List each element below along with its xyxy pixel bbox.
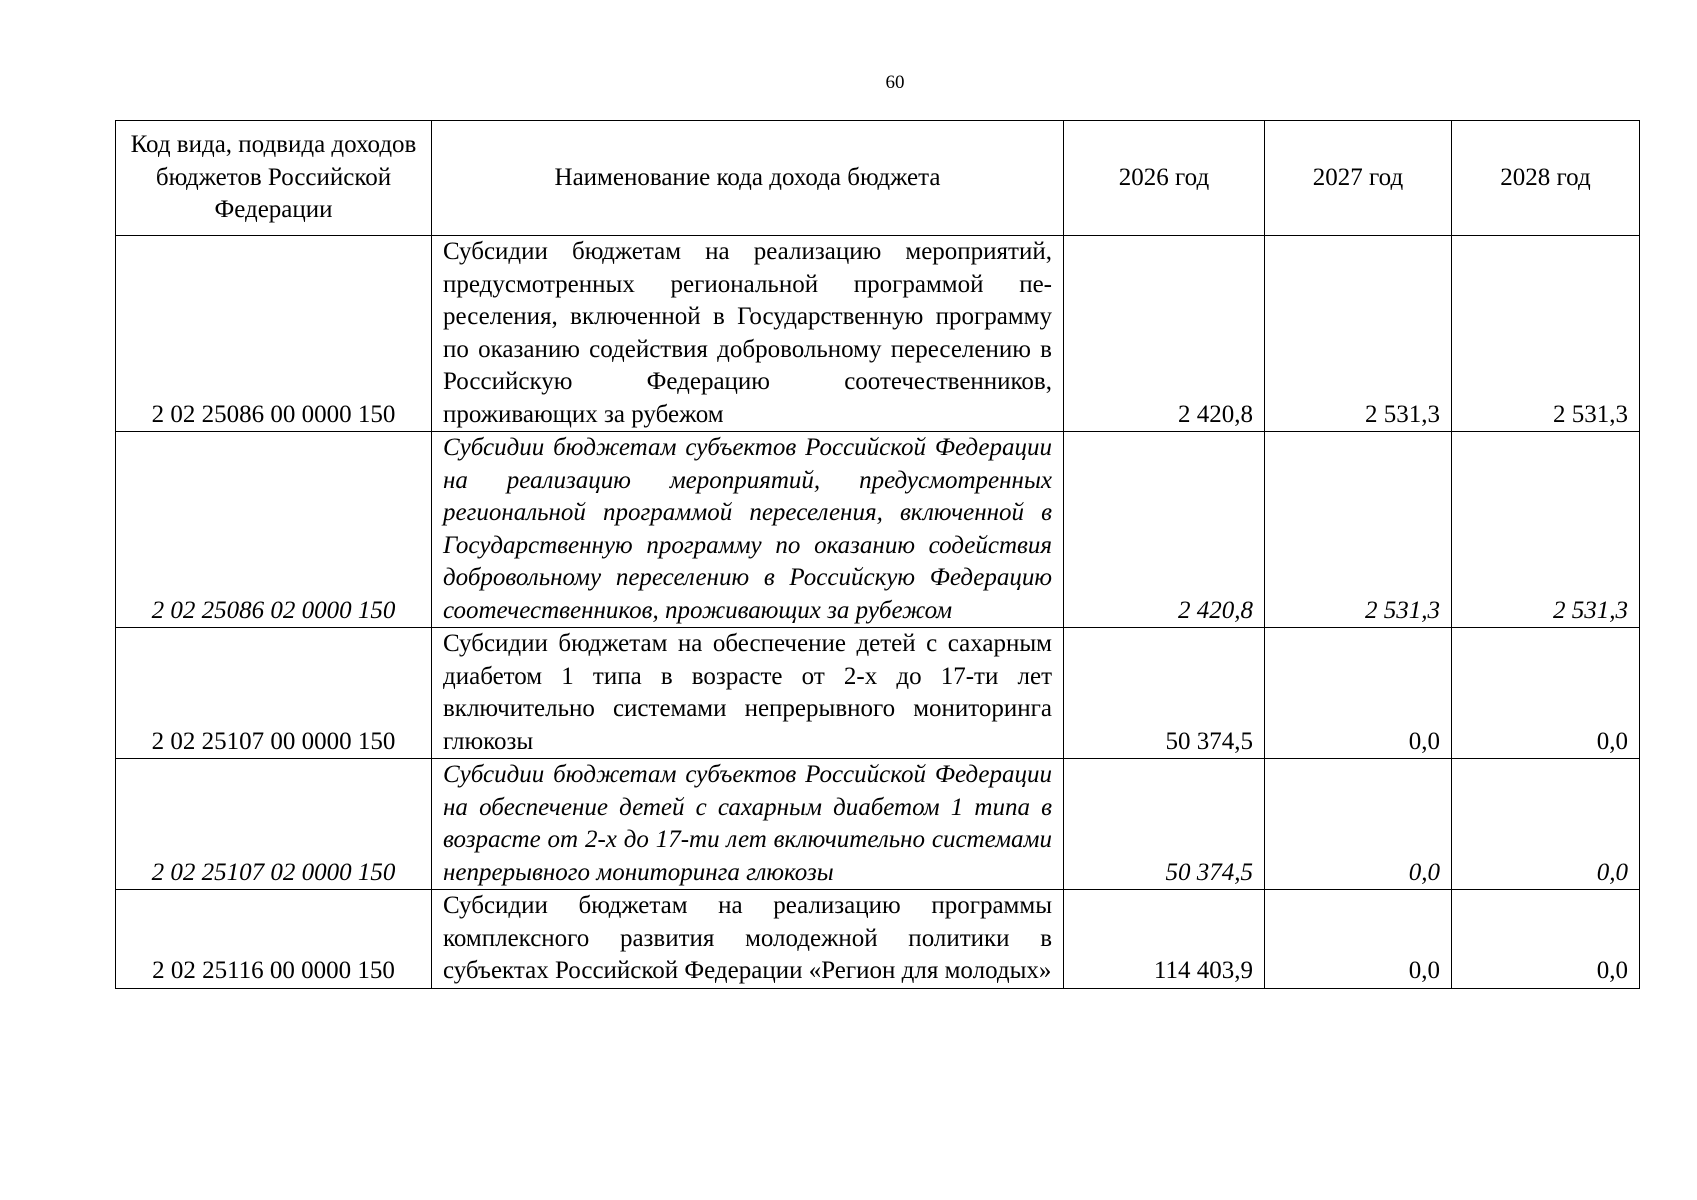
row-name: Субсидии бюджетам субъектов Российской Федерации на обеспечение детей с сахарным диабетом 1 типа в возрасте от 2-х до 17-ти лет включительно системами непрерывного мониторинга глюкозы [432,759,1064,890]
row-value-2028: 0,0 [1452,759,1640,890]
row-code: 2 02 25107 02 0000 150 [116,759,432,890]
row-value-2026: 114 403,9 [1064,890,1265,989]
row-value-2027: 2 531,3 [1265,432,1452,628]
row-name: Субсидии бюджетам на обеспечение детей с сахарным диабетом 1 типа в возрасте от 2-х до 17-ти лет включительно системами непрерывного мониторинга глюкозы [432,628,1064,759]
row-value-2026: 50 374,5 [1064,759,1265,890]
table-header-row [116,121,1640,236]
row-code: 2 02 25086 00 0000 150 [116,236,432,432]
header-code: Код вида, подвида доходов бюджетов Российской Федерации [116,121,432,236]
row-value-2027: 0,0 [1265,759,1452,890]
row-code: 2 02 25116 00 0000 150 [116,890,432,989]
table-row [116,890,1640,989]
row-value-2027: 0,0 [1265,890,1452,989]
header-name: Наименование кода дохода бюджета [432,121,1064,236]
table-row [116,759,1640,890]
row-name: Субсидии бюджетам субъектов Российской Федерации на реализацию мероприятий, предусмотренных региональной программой переселения, включенной в Государственную программу по оказанию содействия добровольному переселению в Российскую Федерацию соотечественников, проживающих за рубежом [432,432,1064,628]
row-code: 2 02 25086 02 0000 150 [116,432,432,628]
row-code: 2 02 25107 00 0000 150 [116,628,432,759]
row-value-2028: 0,0 [1452,890,1640,989]
table-row [116,432,1640,628]
row-value-2026: 50 374,5 [1064,628,1265,759]
row-value-2028: 2 531,3 [1452,432,1640,628]
row-value-2028: 0,0 [1452,628,1640,759]
page-number: 60 [885,72,905,93]
budget-revenue-table [115,120,1640,989]
table-row [116,236,1640,432]
table-row [116,628,1640,759]
row-value-2028: 2 531,3 [1452,236,1640,432]
row-name: Субсидии бюджетам на реализацию программы комплексного развития молодежной политики в субъектах Российской Федерации «Регион для молодых» [432,890,1064,989]
row-value-2026: 2 420,8 [1064,236,1265,432]
row-value-2027: 2 531,3 [1265,236,1452,432]
header-year-2026: 2026 год [1064,121,1265,236]
row-name: Субсидии бюджетам на реализацию мероприятий, предусмотренных региональной программой переселения, включенной в Государственную программу по оказанию содействия добровольному переселению в Российскую Федерацию соотечественников, проживающих за рубежом [432,236,1064,432]
row-value-2026: 2 420,8 [1064,432,1265,628]
header-year-2027: 2027 год [1265,121,1452,236]
row-value-2027: 0,0 [1265,628,1452,759]
header-year-2028: 2028 год [1452,121,1640,236]
